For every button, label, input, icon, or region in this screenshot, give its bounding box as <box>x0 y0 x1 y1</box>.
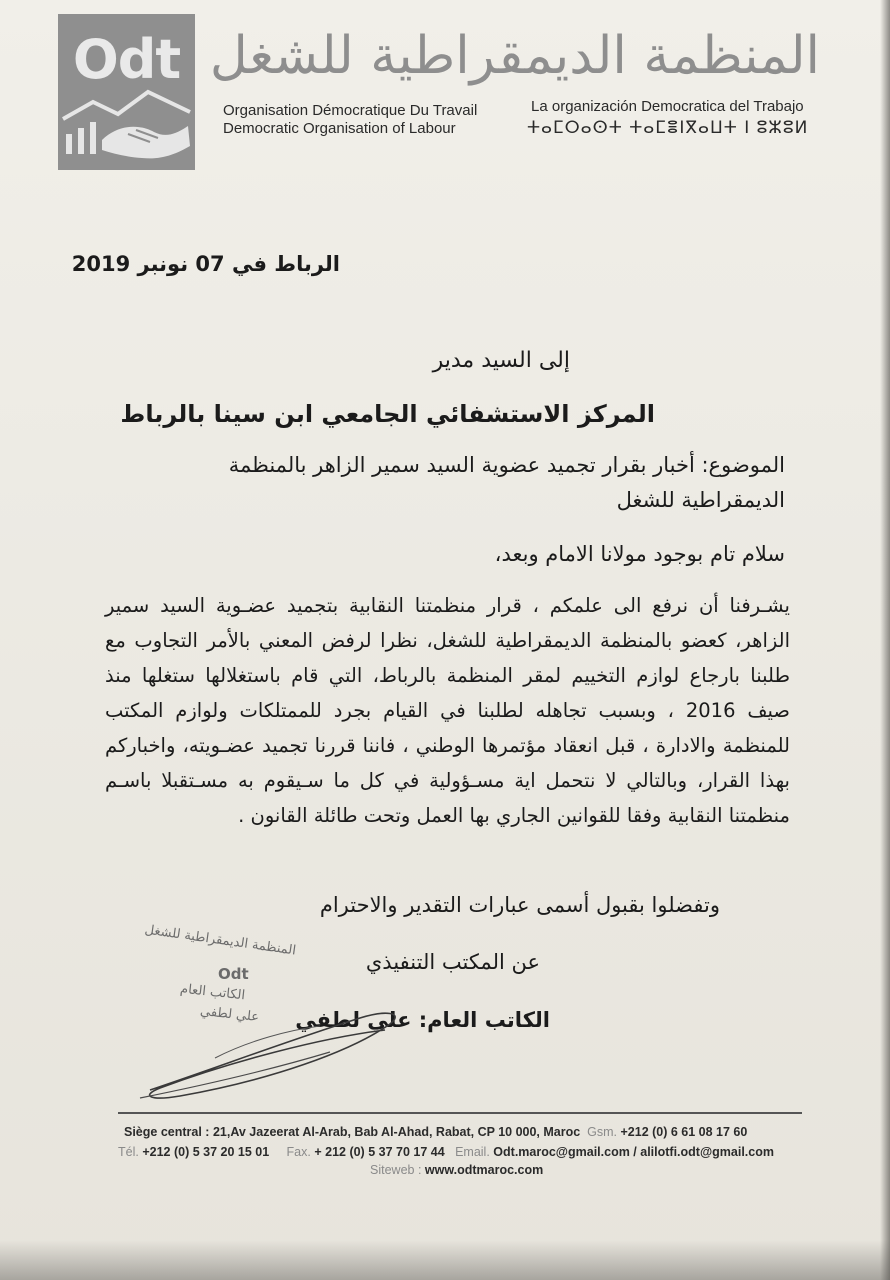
recipient-line-2: المركز الاستشفائي الجامعي ابن سينا بالرباط <box>120 400 655 428</box>
signatory: الكاتب العام: علي لطفي <box>295 1008 550 1032</box>
gsm-number: +212 (0) 6 61 08 17 60 <box>620 1125 748 1139</box>
org-name-french: Organisation Démocratique Du Travail <box>223 102 478 119</box>
gsm-label: Gsm. <box>587 1125 618 1139</box>
letter-body: يشـرفنا أن نرفع الى علمكم ، قرار منظمتنا النقابية بتجميد عضـوية السيد سمير الزاهر، كعضو بالمنظمة الديمقراطية للشغل، نظرا لرفض المعني بالأمر التجاوب مع طلبنا بارجاع لوازم التخييم لمقر المنظمة بالرباط، التي قام باستغلالها ستغلها منذ صيف 2016 ، وبسبب تجاهله لطلبنا في القيام بجرد للممتلكات ولوازم المكتب للمنظمة والادارة ، قبل انعقاد مؤتمرها الوطني ، فاننا قررنا تجميد عضـويته، واخباركم بهذا القرار، وبالتالي لا نتحمل اية مسـؤولية في كل ما سـيقوم به مسـتقبلا باسـم منظمتنا النقابية وفقا للقوانين الجاري بها العمل وتحت طائلة القانون . <box>105 594 790 827</box>
fax-number: + 212 (0) 5 37 70 17 44 <box>314 1145 445 1159</box>
subject-line-1: الموضوع: أخبار بقرار تجميد عضوية السيد سمير الزاهر بالمنظمة <box>228 453 785 477</box>
tel-label: Tél. <box>118 1145 139 1159</box>
greeting: سلام تام بوجود مولانا الامام وبعد، <box>494 542 785 566</box>
org-name-english: Democratic Organisation of Labour <box>223 120 456 137</box>
footer-contact-line <box>118 1145 774 1159</box>
email-label: Email. <box>455 1145 490 1159</box>
closing-formula: وتفضلوا بقبول أسمى عبارات التقدير والاحترام <box>319 893 720 917</box>
page-bottom-shadow <box>0 1240 890 1280</box>
page-edge-shadow <box>880 0 890 1280</box>
letter-date: الرباط في 07 نونبر 2019 <box>71 252 340 276</box>
footer-address-line <box>124 1125 747 1139</box>
sender-office: عن المكتب التنفيذي <box>365 950 540 974</box>
footer-rule <box>118 1112 802 1114</box>
handshake-icon <box>58 84 195 170</box>
stamp-name: علي لطفي <box>199 1003 260 1026</box>
footer-website-line <box>370 1163 543 1177</box>
stamp-org: المنظمة الديمقراطية للشغل <box>143 922 297 959</box>
address-label: Siège central : <box>124 1125 210 1139</box>
website-url: www.odtmaroc.com <box>424 1163 544 1177</box>
org-name-spanish: La organización Democratica del Trabajo <box>531 98 804 115</box>
fax-label: Fax. <box>286 1145 311 1159</box>
stamp-abbr: Odt <box>218 965 249 983</box>
handwritten-signature <box>120 1000 420 1105</box>
logo-text: Odt <box>72 28 181 91</box>
website-label: Siteweb : <box>370 1163 422 1177</box>
org-name-arabic: المنظمة الديمقراطية للشغل <box>209 26 820 86</box>
email-address: Odt.maroc@gmail.com / alilotfi.odt@gmail.com <box>493 1145 774 1159</box>
odt-logo <box>58 14 195 170</box>
org-name-tifinagh: ⵜⴰⵎⵔⴰⵙⵜ ⵜⴰⵎⴻⵏⴳⴰⵡⵜ ⵏ ⵓⵣⵓⵍ <box>527 118 809 138</box>
address: 21,Av Jazeerat Al-Arab, Bab Al-Ahad, Rabat, CP 10 000, Maroc <box>212 1125 581 1139</box>
subject-line-2: الديمقراطية للشغل <box>616 488 785 512</box>
recipient-line-1: إلى السيد مدير <box>432 348 570 373</box>
tel-number: +212 (0) 5 37 20 15 01 <box>142 1145 270 1159</box>
stamp-title: الكاتب العام <box>179 981 246 1004</box>
